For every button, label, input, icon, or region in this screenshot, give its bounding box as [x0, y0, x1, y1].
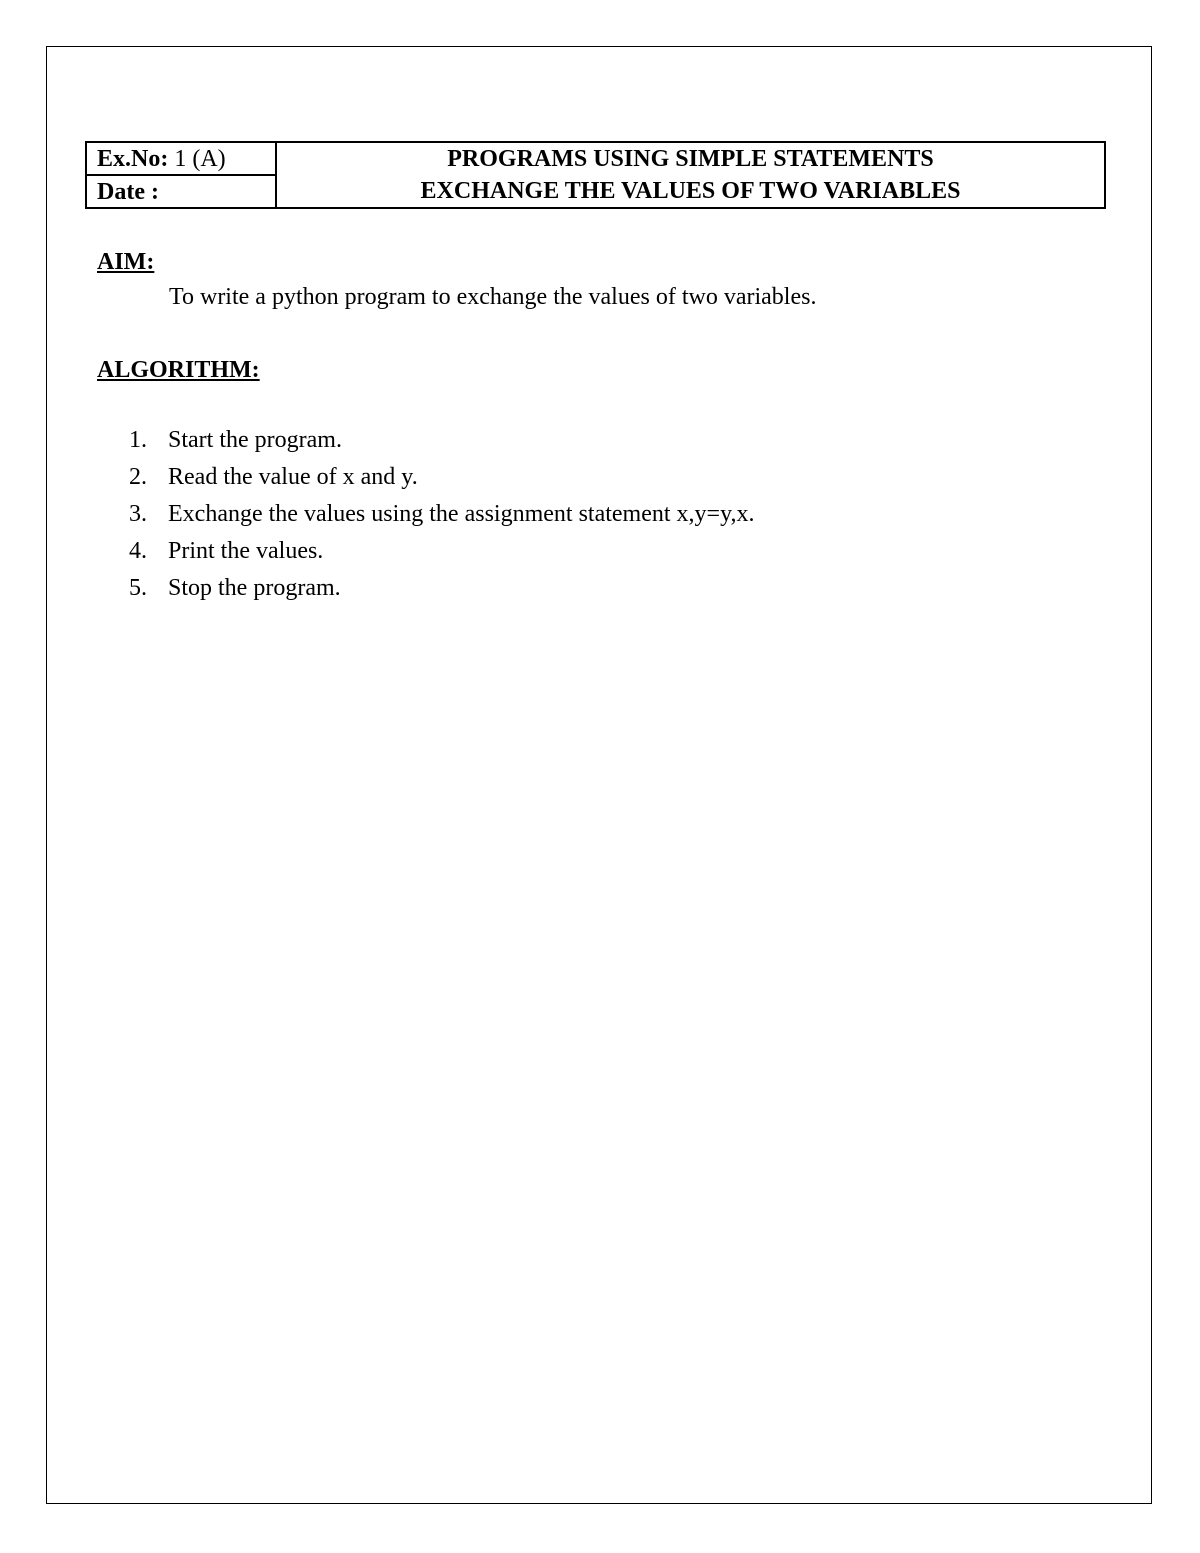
ex-no-cell — [86, 142, 276, 175]
title-line-1: PROGRAMS USING SIMPLE STATEMENTS — [276, 142, 1105, 175]
aim-heading: AIM: — [97, 249, 155, 275]
algorithm-steps — [129, 426, 755, 611]
header-row-1 — [86, 142, 1105, 175]
step-number: 2. — [129, 464, 147, 490]
step-text: Read the value of x and y. — [168, 464, 418, 490]
date-cell: Date : — [86, 175, 276, 208]
header-table — [85, 141, 1106, 209]
title-line-2: EXCHANGE THE VALUES OF TWO VARIABLES — [276, 175, 1105, 208]
page-border — [46, 46, 1152, 1504]
step-number: 4. — [129, 538, 147, 564]
list-item — [129, 426, 755, 463]
step-number: 1. — [129, 427, 147, 453]
algorithm-heading: ALGORITHM: — [97, 357, 260, 383]
step-text: Stop the program. — [168, 575, 341, 601]
header-row-2 — [86, 175, 1105, 208]
list-item — [129, 500, 755, 537]
step-number: 3. — [129, 501, 147, 527]
list-item — [129, 574, 755, 611]
ex-no-value: 1 (A) — [174, 145, 226, 172]
step-text: Start the program. — [168, 427, 342, 453]
aim-text: To write a python program to exchange the values of two variables. — [169, 284, 817, 310]
ex-no-label: Ex.No: — [97, 145, 169, 172]
step-text: Exchange the values using the assignment statement x,y=y,x. — [168, 501, 755, 527]
list-item — [129, 537, 755, 574]
step-number: 5. — [129, 575, 147, 601]
list-item — [129, 463, 755, 500]
step-text: Print the values. — [168, 538, 324, 564]
